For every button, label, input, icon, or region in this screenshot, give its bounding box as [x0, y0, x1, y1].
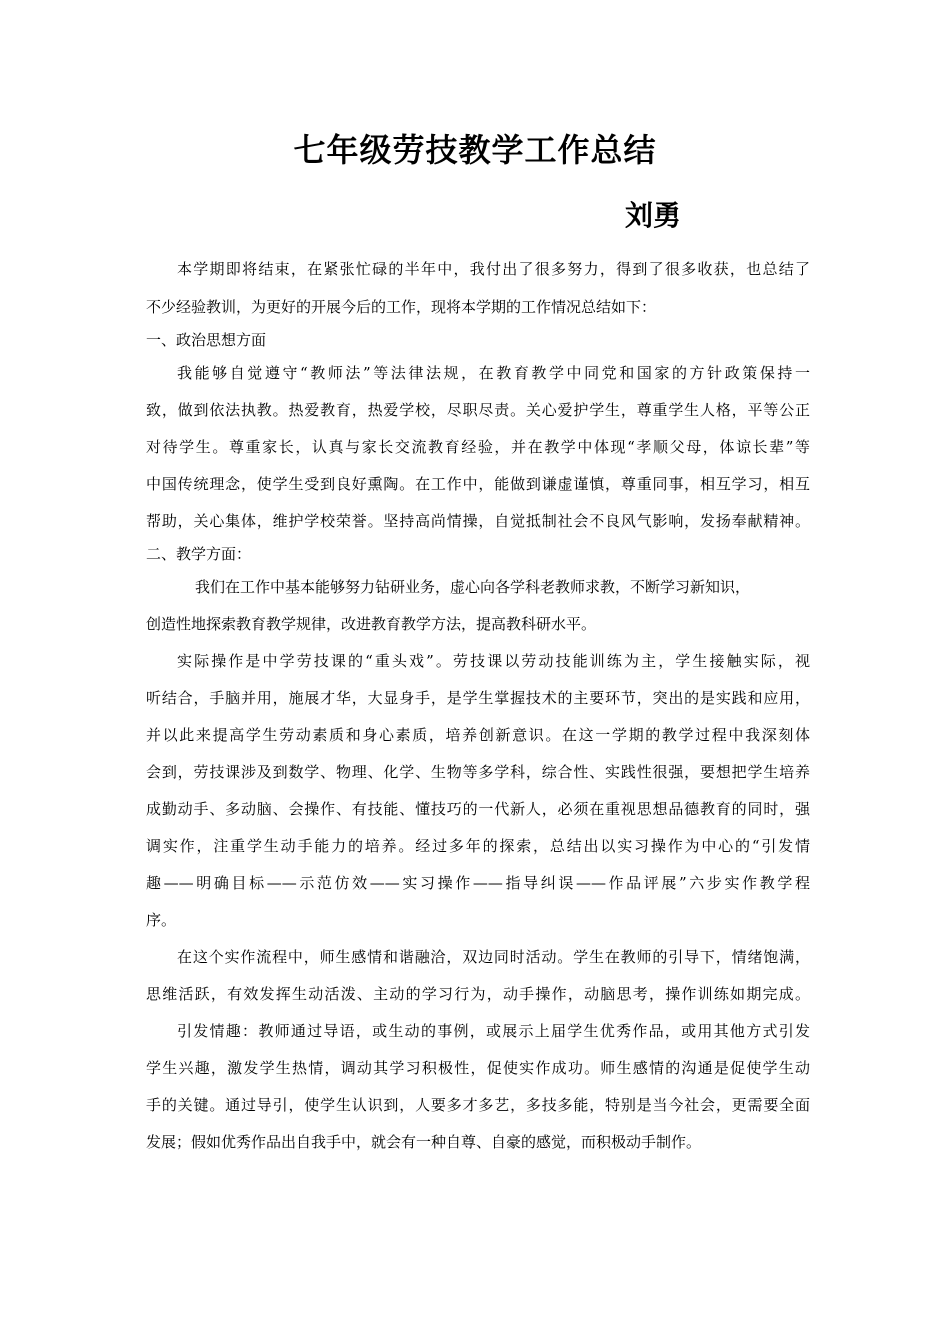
section-heading: 一、政治思想方面 [146, 331, 267, 349]
paragraph-line: 序。 [146, 911, 177, 929]
paragraph-line: 成勤动手、多动脑、会操作、有技能、懂技巧的一代新人，必须在重视思想品德教育的同时，强 [146, 800, 810, 818]
paragraph-line: 对待学生。尊重家长，认真与家长交流教育经验，并在教学中体现“孝顺父母，体谅长辈”等 [146, 438, 810, 456]
document-title: 七年级劳技教学工作总结 [293, 131, 657, 169]
paragraph-line: 在这个实作流程中，师生感情和谐融洽，双边同时活动。学生在教师的引导下，情绪饱满， [177, 948, 810, 966]
paragraph-line: 手的关键。通过导引，使学生认识到，人要多才多艺，多技多能，特别是当今社会，更需要全面 [146, 1096, 810, 1114]
paragraph-line: 调实作，注重学生动手能力的培养。经过多年的探索，总结出以实习操作为中心的“引发情 [146, 837, 810, 855]
paragraph-line: 会到，劳技课涉及到数学、物理、化学、生物等多学科，综合性、实践性很强，要想把学生培养 [146, 763, 810, 781]
paragraph-line: 不少经验教训，为更好的开展今后的工作，现将本学期的工作情况总结如下： [146, 298, 657, 316]
section-heading: 二、教学方面： [146, 545, 252, 563]
paragraph-line: 我能够自觉遵守“教师法”等法律法规，在教育教学中同党和国家的方针政策保持一 [177, 364, 810, 382]
paragraph-line: 帮助，关心集体，维护学校荣誉。坚持高尚情操，自觉抵制社会不良风气影响，发扬奉献精神。 [146, 512, 810, 530]
paragraph-line: 我们在工作中基本能够努力钻研业务，虚心向各学科老教师求教，不断学习新知识， [195, 578, 751, 596]
paragraph-line: 思维活跃，有效发挥生动活泼、主动的学习行为，动手操作，动脑思考，操作训练如期完成。 [146, 985, 810, 1003]
paragraph-line: 实际操作是中学劳技课的“重头戏”。劳技课以劳动技能训练为主，学生接触实际，视 [177, 652, 810, 670]
paragraph-line: 本学期即将结束，在紧张忙碌的半年中，我付出了很多努力，得到了很多收获，也总结了 [177, 260, 810, 278]
paragraph-line: 发展；假如优秀作品出自我手中，就会有一种自尊、自豪的感觉，而积极动手制作。 [146, 1133, 702, 1151]
paragraph-line: 引发情趣：教师通过导语，或生动的事例，或展示上届学生优秀作品，或用其他方式引发 [177, 1022, 810, 1040]
paragraph-line: 创造性地探索教育教学规律，改进教育教学方法，提高教科研水平。 [146, 615, 597, 633]
paragraph-line: 并以此来提高学生劳动素质和身心素质，培养创新意识。在这一学期的教学过程中我深刻体 [146, 726, 810, 744]
document-author: 刘勇 [625, 199, 682, 232]
paragraph-line: 学生兴趣，激发学生热情，调动其学习积极性，促使实作成功。师生感情的沟通是促使学生动 [146, 1059, 810, 1077]
paragraph-line: 中国传统理念，使学生受到良好熏陶。在工作中，能做到谦虚谨慎，尊重同事，相互学习，相互 [146, 475, 810, 493]
paragraph-line: 致，做到依法执教。热爱教育，热爱学校，尽职尽责。关心爱护学生，尊重学生人格，平等公正 [146, 401, 810, 419]
paragraph-line: 趣——明确目标——示范仿效——实习操作——指导纠误——作品评展”六步实作教学程 [146, 874, 810, 892]
paragraph-line: 听结合，手脑并用，施展才华，大显身手，是学生掌握技术的主要环节，突出的是实践和应用， [146, 689, 810, 707]
